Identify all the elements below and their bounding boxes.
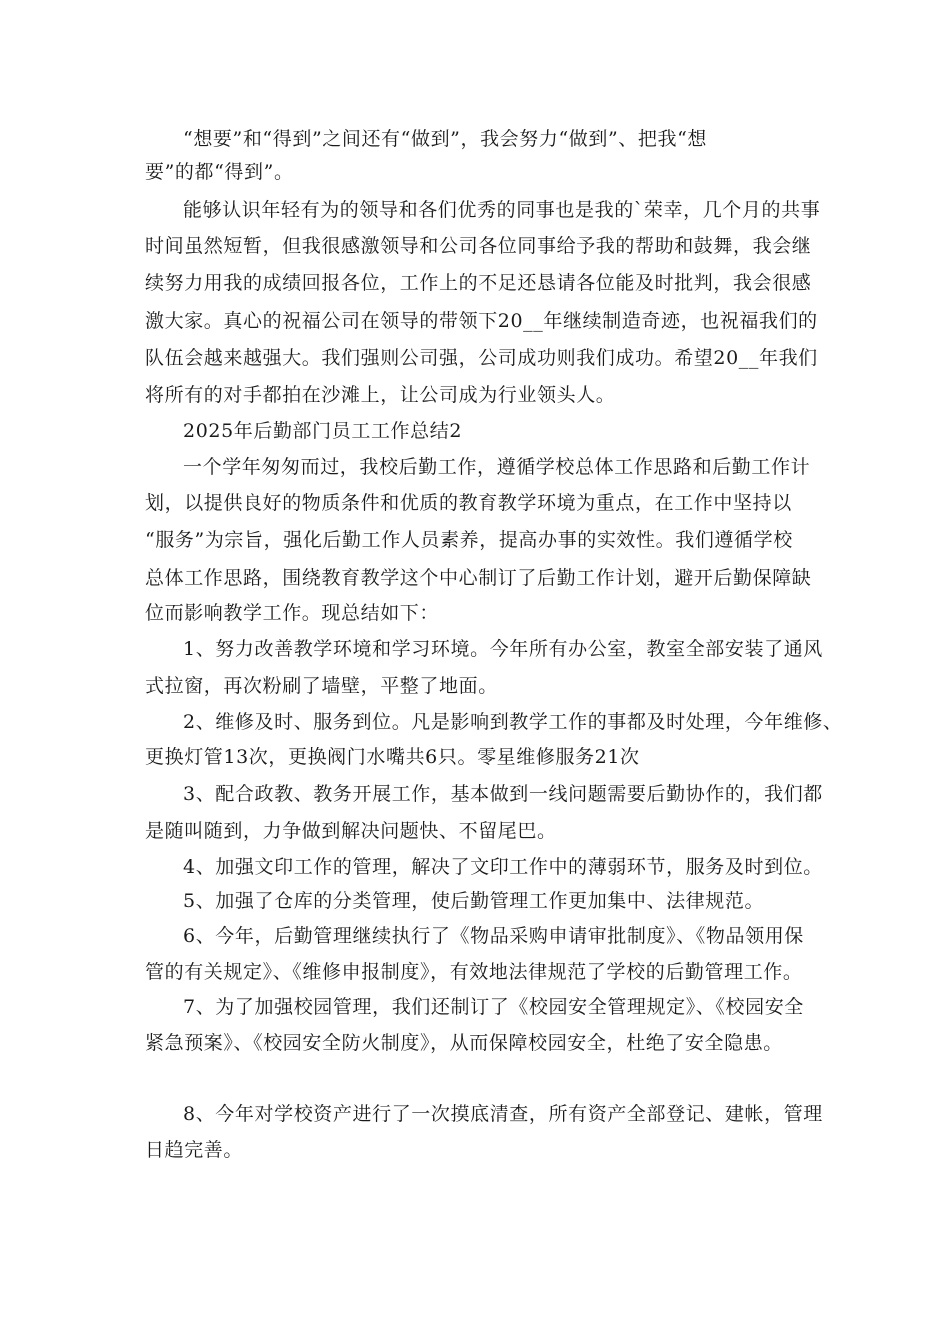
list-item-line: 8、今年对学校资产进行了一次摸底清查，所有资产全部登记、建帐，管理 (183, 1103, 823, 1125)
paragraph-line: 位而影响教学工作。现总结如下： (145, 602, 440, 624)
list-item-line: 是随叫随到，力争做到解决问题快、不留尾巴。 (145, 820, 557, 842)
list-item-line: 2、维修及时、服务到位。凡是影响到教学工作的事都及时处理，今年维修、 (183, 711, 843, 733)
paragraph-line: 将所有的对手都拍在沙滩上，让公司成为行业领头人。 (145, 384, 616, 406)
list-item-line: 1、努力改善教学环境和学习环境。今年所有办公室，教室全部安装了通风 (183, 638, 823, 660)
list-item-line: 紧急预案》、《校园安全防火制度》，从而保障校园安全，杜绝了安全隐患。 (145, 1032, 783, 1054)
paragraph-line: “服务”为宗旨，强化后勤工作人员素养，提高办事的实效性。我们遵循学校 (145, 529, 793, 551)
list-item-line: 4、加强文印工作的管理，解决了文印工作中的薄弱环节，服务及时到位。 (183, 856, 823, 878)
list-item-line: 更换灯管13次，更换阀门水嘴共6只。零星维修服务21次 (145, 746, 640, 768)
paragraph-line: 激大家。真心的祝福公司在领导的带领下20__年继续制造奇迹，也祝福我们的 (145, 310, 818, 332)
paragraph-line: 队伍会越来越强大。我们强则公司强，公司成功则我们成功。希望20__年我们 (145, 347, 818, 369)
paragraph-line: 划，以提供良好的物质条件和优质的教育教学环境为重点，在工作中坚持以 (145, 492, 792, 514)
section-heading: 2025年后勤部门员工工作总结2 (183, 420, 463, 442)
list-item-line: 管的有关规定》、《维修申报制度》，有效地法律规范了学校的后勤管理工作。 (145, 961, 803, 983)
paragraph-line: 一个学年匆匆而过，我校后勤工作，遵循学校总体工作思路和后勤工作计 (183, 456, 811, 478)
paragraph-line: “想要”和“得到”之间还有“做到”，我会努力“做到”、把我“想 (183, 128, 708, 150)
list-item-line: 6、今年，后勤管理继续执行了《物品采购申请审批制度》、《物品领用保 (183, 925, 804, 947)
list-item-line: 5、加强了仓库的分类管理，使后勤管理工作更加集中、法律规范。 (183, 890, 765, 912)
paragraph-line: 总体工作思路，围绕教育教学这个中心制订了后勤工作计划，避开后勤保障缺 (145, 567, 812, 589)
list-item-line: 7、为了加强校园管理，我们还制订了《校园安全管理规定》、《校园安全 (183, 996, 804, 1018)
paragraph-line: 能够认识年轻有为的领导和各们优秀的同事也是我的`荣幸，几个月的共事 (183, 199, 821, 221)
list-item-line: 3、配合政教、教务开展工作，基本做到一线问题需要后勤协作的，我们都 (183, 783, 823, 805)
list-item-line: 式拉窗，再次粉刷了墙壁，平整了地面。 (145, 675, 498, 697)
paragraph-line: 要”的都“得到”。 (145, 161, 294, 183)
paragraph-line: 续努力用我的成绩回报各位，工作上的不足还恳请各位能及时批判，我会很感 (145, 272, 812, 294)
list-item-line: 日趋完善。 (145, 1139, 244, 1161)
paragraph-line: 时间虽然短暂，但我很感激领导和公司各位同事给予我的帮助和鼓舞，我会继 (145, 235, 812, 257)
